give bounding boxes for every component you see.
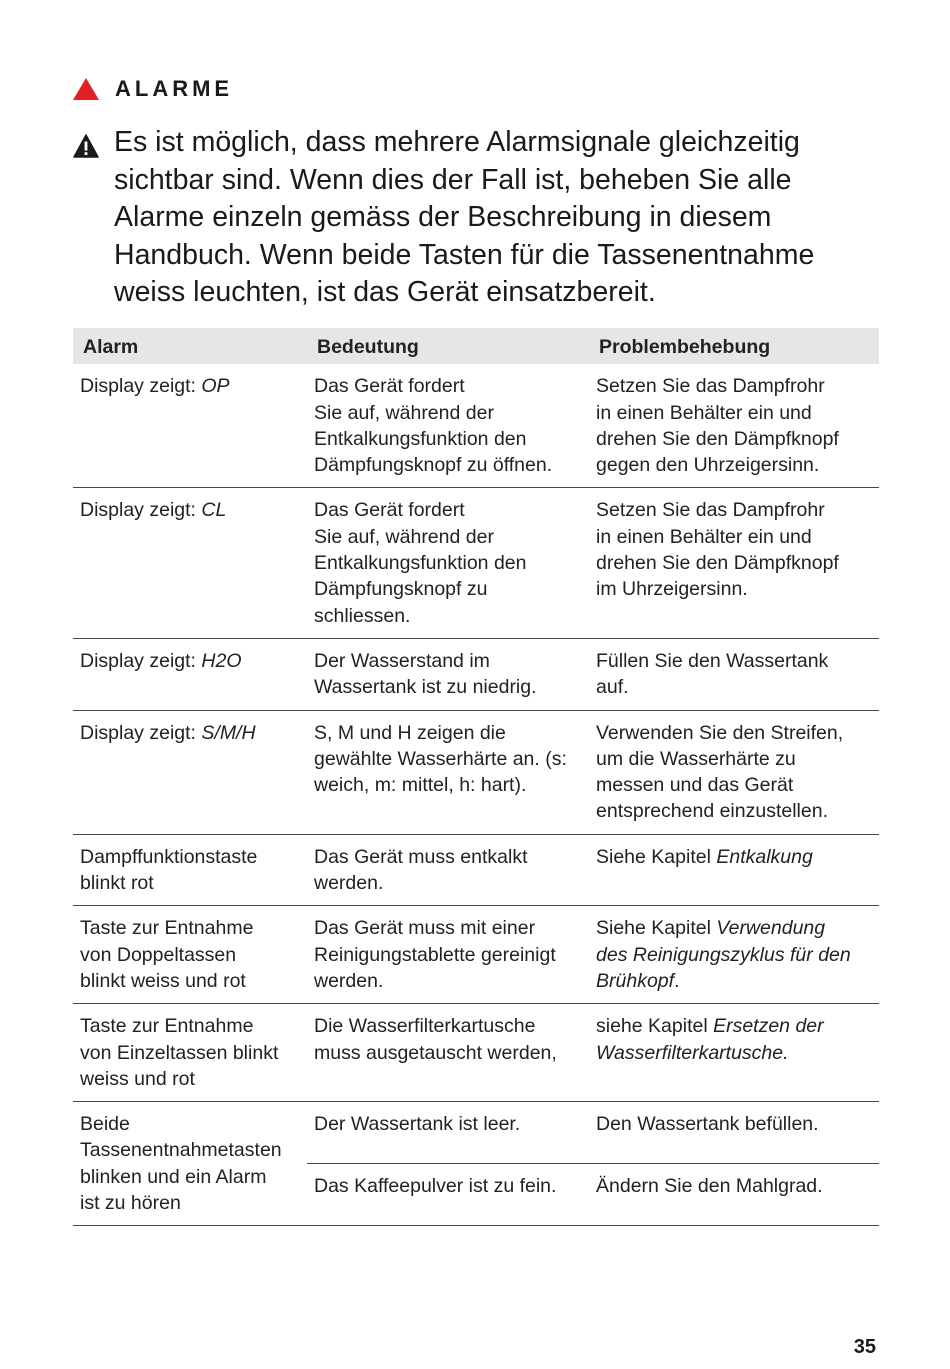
fix-cell: Setzen Sie das Dampfrohr in einen Behälter ein und drehen Sie den Dämpfknopf im Uhrzeigersinn. — [589, 488, 879, 638]
table-row — [73, 1102, 879, 1164]
page-number: 35 — [853, 1336, 876, 1358]
fix-cell: Füllen Sie den Wassertank auf. — [589, 638, 879, 710]
meaning-cell: Die Wasserfilterkartusche muss ausgetauscht werden, — [307, 1004, 589, 1102]
section-heading — [73, 74, 233, 104]
alarm-cell: Display zeigt: CL — [73, 488, 307, 638]
fix-cell: Siehe Kapitel Verwendung des Reinigungszyklus für den Brühkopf. — [589, 906, 879, 1004]
warning-text — [114, 124, 814, 312]
alarm-cell: Beide Tassenentnahmetasten blinken und ein Alarm ist zu hören — [73, 1102, 307, 1226]
meaning-cell: Das Gerät muss entkalkt werden. — [307, 834, 589, 906]
table-row — [73, 834, 879, 906]
warning-note — [73, 124, 873, 312]
alarm-cell: Dampffunktionstaste blinkt rot — [73, 834, 307, 906]
fix-cell: Setzen Sie das Dampfrohr in einen Behälter ein und drehen Sie den Dämpfknopf gegen den Uhrzeigersinn. — [589, 364, 879, 488]
warning-triangle-icon — [73, 134, 99, 158]
warning-line: sichtbar sind. Wenn dies der Fall ist, beheben Sie alle — [114, 163, 792, 196]
column-header-alarm: Alarm — [73, 328, 307, 364]
alarm-cell: Taste zur Entnahme von Doppeltassen blinkt weiss und rot — [73, 906, 307, 1004]
table-row — [73, 638, 879, 710]
alarm-cell: Display zeigt: H2O — [73, 638, 307, 710]
alarm-table — [73, 328, 879, 1226]
table-row — [73, 906, 879, 1004]
column-header-meaning: Bedeutung — [307, 328, 589, 364]
meaning-cell: Das Gerät muss mit einer Reinigungstablette gereinigt werden. — [307, 906, 589, 1004]
warning-line: Handbuch. Wenn beide Tasten für die Tassenentnahme — [114, 238, 815, 271]
table-header — [73, 328, 879, 364]
fix-cell: siehe Kapitel Ersetzen der Wasserfilterkartusche. — [589, 1004, 879, 1102]
table-row — [73, 710, 879, 834]
warning-line: weiss leuchten, ist das Gerät einsatzbereit. — [114, 276, 656, 308]
table-row — [73, 364, 879, 488]
warning-line: Es ist möglich, dass mehrere Alarmsignale gleichzeitig — [114, 126, 800, 158]
warning-line: Alarme einzeln gemäss der Beschreibung in diesem — [114, 201, 772, 233]
meaning-cell: Das Kaffeepulver ist zu fein. — [307, 1164, 589, 1226]
fix-cell: Ändern Sie den Mahlgrad. — [589, 1164, 879, 1226]
table-row — [73, 1004, 879, 1102]
table-row — [73, 488, 879, 638]
fix-cell: Siehe Kapitel Entkalkung — [589, 834, 879, 906]
red-triangle-icon — [73, 78, 99, 100]
fix-cell: Verwenden Sie den Streifen, um die Wasserhärte zu messen und das Gerät entsprechend einzustellen. — [589, 710, 879, 834]
section-title: ALARME — [115, 76, 234, 101]
alarm-cell: Display zeigt: S/M/H — [73, 710, 307, 834]
meaning-cell: Der Wassertank ist leer. — [307, 1102, 589, 1164]
column-header-fix: Problembehebung — [589, 328, 879, 364]
meaning-cell: Das Gerät fordert Sie auf, während der Entkalkungsfunktion den Dämpfungsknopf zu schliessen. — [307, 488, 589, 638]
alarm-cell: Taste zur Entnahme von Einzeltassen blinkt weiss und rot — [73, 1004, 307, 1102]
fix-cell: Den Wassertank befüllen. — [589, 1102, 879, 1164]
meaning-cell: Das Gerät fordert Sie auf, während der Entkalkungsfunktion den Dämpfungsknopf zu öffnen. — [307, 364, 589, 488]
meaning-cell: S, M und H zeigen die gewählte Wasserhärte an. (s: weich, m: mittel, h: hart). — [307, 710, 589, 834]
meaning-cell: Der Wasserstand im Wassertank ist zu niedrig. — [307, 638, 589, 710]
alarm-cell: Display zeigt: OP — [73, 364, 307, 488]
